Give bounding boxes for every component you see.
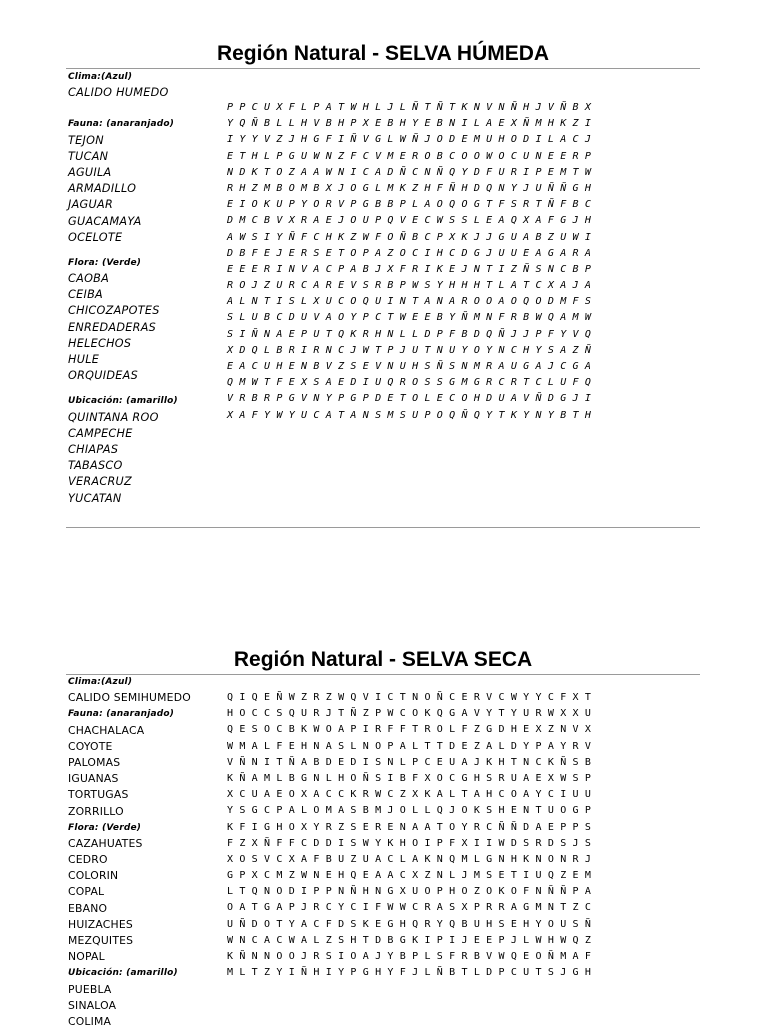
word-list	[68, 674, 238, 1030]
grid-row: D B F E J E R S E T O P A Z O C I H C D G J U U E A G A R A	[227, 247, 592, 259]
word-item: ENREDADERAS	[68, 320, 157, 334]
flora-header: Flora: (Verde)	[68, 257, 142, 268]
ubicacion-header: Ubicación: (amarillo)	[68, 968, 178, 979]
grid-row: I Y Y V Z J H G F I Ñ V G L W Ñ J O D E M U H O D I L A C J	[227, 134, 592, 146]
grid-row: K Ñ N N O O J R S I O A J Y B P L S F R B V W Q E O Ñ M A F	[227, 951, 592, 962]
word-item: HELECHOS	[68, 336, 132, 350]
flora-header: Flora: (Verde)	[68, 822, 142, 833]
grid-row: M L T Z Y I Ñ H I Y P G H Y F J L Ñ B T L D P C U T S J G H	[227, 967, 592, 979]
grid-row: P P C U X F L P A T W H L J L Ñ T Ñ T K N V N Ñ H J V Ñ B X	[227, 102, 592, 113]
word-item: CHIAPAS	[68, 442, 119, 456]
word-item: VERACRUZ	[68, 475, 132, 489]
word-item: COYOTE	[68, 739, 113, 753]
ubicacion-header: Ubicación: (amarillo)	[68, 396, 178, 407]
word-item: IGUANAS	[68, 772, 119, 786]
word-item: ORQUIDEAS	[68, 369, 139, 383]
grid-row: K Ñ A M L B G N L H O Ñ S I B F X O C G H S R U A E X W S P	[227, 772, 592, 784]
fauna-header: Fauna: (anaranjado)	[68, 119, 175, 130]
grid-row: V Ñ N I T Ñ A B D E D I S N L P C E U A J K H T N C K Ñ S B	[227, 756, 592, 768]
grid-row: R O J Z U R C A R E V S R B P W S Y H H H T L A T C X A J A	[227, 280, 592, 292]
grid-row: L T Q N O D I P P N Ñ H N G X U O P H O Z O K O F N Ñ Ñ P A	[227, 886, 592, 898]
word-item: MEZQUITES	[68, 934, 134, 947]
word-item: TEJON	[68, 133, 104, 147]
word-item: PALOMAS	[68, 755, 121, 769]
grid-row: N D K T O Z A A W N I C A D Ñ C N Ñ Q Y D F U R I P E M T W	[227, 166, 592, 178]
word-item: YUCATAN	[68, 491, 122, 505]
word-item: CEIBA	[68, 288, 104, 302]
grid-row: G P X C M Z W N E H Q E A A C X Z N L J M S E T I U Q Z E M	[227, 870, 592, 882]
word-item: HULE	[68, 353, 100, 366]
grid-row: E A C U H E N B V Z S E V N U H S Ñ S N M R A U G A J C G A	[227, 361, 592, 372]
word-item: PUEBLA	[68, 982, 112, 996]
word-item: COLORIN	[68, 869, 119, 883]
fauna-header: Fauna: (anaranjado)	[68, 709, 175, 720]
grid-row: X C U A E O X A C C K R W C Z X K A L T A H C O A Y C I U U	[227, 789, 592, 801]
grid-row: S I Ñ N A E P U T Q K R H N L L D P F B D Q Ñ J J P F Y V Q	[227, 328, 592, 340]
grid-row: D M C B V X R A E J O U P Q V E C W S S L E A Q X A F G J H	[227, 215, 592, 227]
grid-row: A L N T I S L X U C O Q U I N T A N A R O O A O Q O D M F S	[227, 296, 592, 308]
word-item: ZORRILLO	[68, 804, 124, 818]
word-item: GUACAMAYA	[68, 214, 142, 228]
word-item: CHACHALACA	[68, 723, 145, 737]
word-item: CALIDO SEMIHUMEDO	[68, 691, 191, 705]
word-item: COLIMA	[68, 1014, 112, 1028]
clima-header: Clima:(Azul)	[68, 72, 133, 82]
grid-row: O A T G A P J R C Y C I F W W C R A S X P R R A G M N T Z C	[227, 902, 592, 914]
grid-row: W N C A C W A L Z S H T D B G K I P I J E E P J L W H W Q Z	[227, 934, 592, 946]
word-item: AGUILA	[68, 165, 112, 179]
grid-row: S L U B C D U V A O Y P C T W E E B Y Ñ M N F R B W Q A M W	[227, 312, 592, 324]
grid-row: E E E R I N V A C P A B J X F R I K E J N T I Z Ñ S N C B P	[227, 263, 592, 275]
divider	[66, 527, 700, 528]
grid-row: Y S G C P A L O M A S B M J O L L Q J O K S H E N T U O G P	[227, 805, 592, 817]
grid-row: E I O K U P Y O R V P G B B P L A O Q O G T F S R T Ñ F B C	[227, 199, 592, 211]
grid-row: V R B R P G V N Y P G P D E T O L E C O H D U A V Ñ D G J I	[227, 393, 592, 405]
grid-row: Q M W T F E X S A E D I U Q R O S S G M G R C R T C L U F Q	[227, 377, 592, 389]
grid-row: H O C C S Q U R J T Ñ Z P W C O K Q G A V Y T Y U R W X X U	[227, 708, 592, 720]
section-title: Región Natural - SELVA HÚMEDA	[216, 42, 550, 65]
grid-row: X A F Y W Y U C A T A N S M S U P O Q Ñ Q Y T K Y N Y B T H	[227, 409, 592, 421]
word-item: CEDRO	[68, 853, 108, 867]
word-item: CAOBA	[68, 272, 110, 286]
word-item: CAZAHUATES	[68, 836, 143, 850]
word-item: SINALOA	[68, 998, 117, 1012]
grid-row: F Z X Ñ F F C D D I S W Y K H O I P F X I I W D S R D S J S	[227, 837, 592, 849]
grid-row: A W S I Y Ñ F C H K Z W F O Ñ B C P X K J J G U A B Z U W I	[227, 231, 592, 243]
word-item: OCELOTE	[68, 230, 123, 244]
section-selva-seca	[66, 646, 700, 1028]
grid-row: Y Q Ñ B L L H V B H P X E B H Y E B N I L A E X Ñ M H K Z I	[227, 118, 592, 130]
grid-row: Q E S O C B K W O A P I R F F T R O L F Z G D H E X Z N V X	[227, 724, 592, 736]
word-item: QUINTANA ROO	[68, 410, 159, 424]
grid-row: K F I G H O X Y R Z S E R E N A A T O Y R C Ñ Ñ D A E P P S	[227, 821, 592, 833]
word-item: COPAL	[68, 885, 105, 899]
word-item: JAGUAR	[68, 198, 114, 212]
word-item: TORTUGAS	[68, 788, 129, 802]
grid-row: E T H L P G U W N Z F C V M E R O B C O O W O C U N E E R P	[227, 150, 592, 162]
word-item: NOPAL	[68, 950, 105, 964]
word-item: TABASCO	[68, 459, 123, 473]
word-item: ARMADILLO	[68, 182, 137, 196]
word-item: HUIZACHES	[68, 917, 133, 931]
grid-row: X O S V C X A F B U Z U A C L A K N Q M L G N H K N O N R J	[227, 853, 592, 865]
grid-row: X D Q L B R I R N C J W T P J U T N U Y O Y N C H Y S A Z Ñ	[227, 344, 592, 356]
grid-row: W M A L F E H N A S L N O P A L T T D E Z A L D Y P A Y R V	[227, 740, 592, 752]
letter-grid	[227, 100, 591, 424]
section-title: Región Natural - SELVA SECA	[233, 648, 533, 671]
section-selva-humeda	[66, 40, 700, 530]
word-item: CHICOZAPOTES	[68, 304, 160, 318]
word-list	[68, 69, 238, 507]
grid-row: Q I Q E Ñ W Z R Z W Q V I C T N O Ñ C E R V C W Y Y C F X T	[227, 692, 592, 703]
word-item: CAMPECHE	[68, 426, 133, 440]
letter-grid	[227, 690, 591, 981]
word-item: TUCAN	[68, 149, 109, 163]
word-item: EBANO	[68, 901, 108, 915]
grid-row: R H Z M B O M B X J O G L M K Z H F Ñ H D Q N Y J U Ñ Ñ G H	[227, 182, 592, 194]
word-item: CALIDO HUMEDO	[68, 86, 169, 100]
clima-header: Clima:(Azul)	[68, 677, 133, 687]
grid-row: U Ñ D O T Y A C F D S K E G H Q R Y Q B U H S E H Y O U S Ñ	[227, 918, 592, 930]
